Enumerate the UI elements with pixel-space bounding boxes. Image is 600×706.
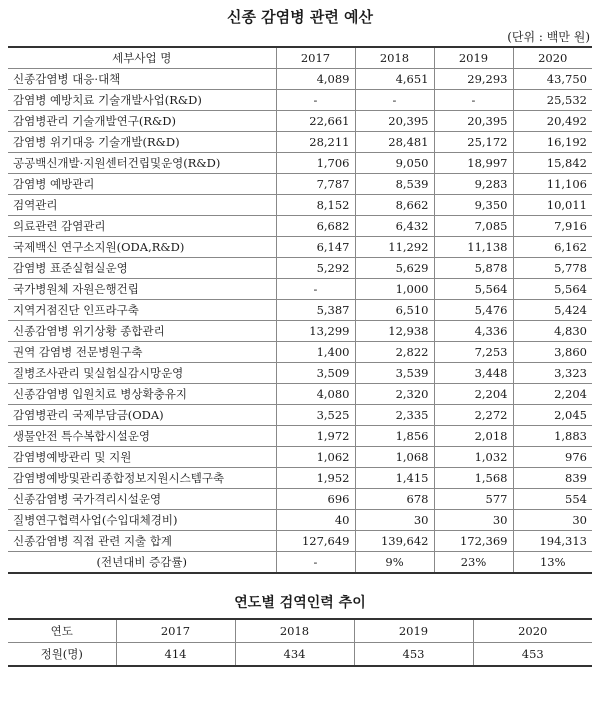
staff-header-year: 2018: [235, 619, 354, 643]
budget-value-cell: 3,525: [276, 405, 355, 426]
budget-value-cell: 5,387: [276, 300, 355, 321]
program-name-cell: 신종감염병 대응·대책: [8, 69, 276, 90]
total-value: 172,369: [434, 531, 513, 552]
staff-value: 453: [473, 643, 592, 667]
program-name-cell: 공공백신개발·지원센터건립및운영(R&D): [8, 153, 276, 174]
budget-value-cell: 28,481: [355, 132, 434, 153]
budget-value-cell: 976: [513, 447, 592, 468]
budget-value-cell: 43,750: [513, 69, 592, 90]
budget-value-cell: 30: [355, 510, 434, 531]
budget-value-cell: -: [434, 90, 513, 111]
table-row: [8, 489, 592, 510]
budget-value-cell: 30: [513, 510, 592, 531]
budget-value-cell: 30: [434, 510, 513, 531]
budget-value-cell: 3,448: [434, 363, 513, 384]
growth-value: 23%: [434, 552, 513, 574]
budget-value-cell: 839: [513, 468, 592, 489]
table-row: [8, 384, 592, 405]
budget-value-cell: -: [276, 279, 355, 300]
staff-data-row: [8, 643, 592, 667]
budget-value-cell: 7,253: [434, 342, 513, 363]
budget-value-cell: 8,662: [355, 195, 434, 216]
program-name-cell: 생물안전 특수복합시설운영: [8, 426, 276, 447]
staff-header-year: 2017: [116, 619, 235, 643]
table-row: [8, 447, 592, 468]
table-row: [8, 132, 592, 153]
budget-value-cell: 554: [513, 489, 592, 510]
program-name-cell: 감염병 표준실험실운영: [8, 258, 276, 279]
table-row: [8, 90, 592, 111]
budget-value-cell: 16,192: [513, 132, 592, 153]
budget-value-cell: 1,415: [355, 468, 434, 489]
program-name-cell: 감염병관리 국제부담금(ODA): [8, 405, 276, 426]
budget-value-cell: 4,336: [434, 321, 513, 342]
budget-value-cell: 3,509: [276, 363, 355, 384]
program-name-cell: 감염병예방관리 및 지원: [8, 447, 276, 468]
budget-value-cell: -: [355, 90, 434, 111]
table-row: [8, 216, 592, 237]
program-name-cell: 신종감염병 국가격리시설운영: [8, 489, 276, 510]
program-name-cell: 지역거점진단 인프라구축: [8, 300, 276, 321]
budget-value-cell: 6,510: [355, 300, 434, 321]
budget-value-cell: 25,172: [434, 132, 513, 153]
header-year: 2017: [276, 47, 355, 69]
header-year: 2020: [513, 47, 592, 69]
budget-value-cell: 9,050: [355, 153, 434, 174]
budget-value-cell: 5,564: [434, 279, 513, 300]
program-name-cell: 감염병관리 기술개발연구(R&D): [8, 111, 276, 132]
budget-value-cell: 1,952: [276, 468, 355, 489]
budget-value-cell: 2,320: [355, 384, 434, 405]
budget-value-cell: 7,787: [276, 174, 355, 195]
budget-value-cell: 3,539: [355, 363, 434, 384]
table-row: [8, 321, 592, 342]
budget-value-cell: 4,830: [513, 321, 592, 342]
budget-value-cell: 2,045: [513, 405, 592, 426]
budget-value-cell: 1,062: [276, 447, 355, 468]
budget-value-cell: 8,152: [276, 195, 355, 216]
growth-value: -: [276, 552, 355, 574]
table-row: [8, 69, 592, 90]
budget-value-cell: 577: [434, 489, 513, 510]
budget-value-cell: 25,532: [513, 90, 592, 111]
table-row: [8, 363, 592, 384]
budget-value-cell: 29,293: [434, 69, 513, 90]
budget-value-cell: 11,138: [434, 237, 513, 258]
staff-header-year: 2020: [473, 619, 592, 643]
budget-value-cell: 20,395: [434, 111, 513, 132]
budget-value-cell: 7,916: [513, 216, 592, 237]
budget-value-cell: 4,080: [276, 384, 355, 405]
budget-value-cell: 4,089: [276, 69, 355, 90]
total-label: 신종감염병 직접 관련 지출 합계: [8, 531, 276, 552]
program-name-cell: 질병연구협력사업(수입대체경비): [8, 510, 276, 531]
program-name-cell: 질병조사관리 및실험실감시망운영: [8, 363, 276, 384]
table-row: [8, 258, 592, 279]
header-year: 2019: [434, 47, 513, 69]
budget-value-cell: 1,032: [434, 447, 513, 468]
table-row: [8, 237, 592, 258]
budget-value-cell: 5,564: [513, 279, 592, 300]
budget-value-cell: 18,997: [434, 153, 513, 174]
table-row: [8, 426, 592, 447]
budget-title: 신종 감염병 관련 예산: [226, 8, 374, 26]
staff-value: 434: [235, 643, 354, 667]
program-name-cell: 감염병 예방치료 기술개발사업(R&D): [8, 90, 276, 111]
program-name-cell: 감염병 예방관리: [8, 174, 276, 195]
growth-row: [8, 552, 592, 574]
staff-header-year: 2019: [354, 619, 473, 643]
budget-value-cell: 11,106: [513, 174, 592, 195]
budget-value-cell: 3,860: [513, 342, 592, 363]
budget-value-cell: 28,211: [276, 132, 355, 153]
table-row: [8, 510, 592, 531]
staff-value: 453: [354, 643, 473, 667]
budget-value-cell: 2,204: [434, 384, 513, 405]
budget-value-cell: 1,883: [513, 426, 592, 447]
budget-value-cell: 696: [276, 489, 355, 510]
budget-value-cell: 40: [276, 510, 355, 531]
budget-value-cell: 5,778: [513, 258, 592, 279]
budget-value-cell: 5,292: [276, 258, 355, 279]
staff-header-label: 연도: [8, 619, 116, 643]
budget-value-cell: 3,323: [513, 363, 592, 384]
program-name-cell: 검역관리: [8, 195, 276, 216]
staff-title: 연도별 검역인력 추이: [234, 595, 366, 611]
budget-value-cell: 9,283: [434, 174, 513, 195]
budget-value-cell: 1,000: [355, 279, 434, 300]
program-name-cell: 신종감염병 입원치료 병상확충유지: [8, 384, 276, 405]
total-row: [8, 531, 592, 552]
table-row: [8, 153, 592, 174]
program-name-cell: 국제백신 연구소지원(ODA,R&D): [8, 237, 276, 258]
budget-value-cell: 5,424: [513, 300, 592, 321]
budget-value-cell: 6,147: [276, 237, 355, 258]
table-row: [8, 468, 592, 489]
budget-value-cell: 678: [355, 489, 434, 510]
budget-value-cell: 4,651: [355, 69, 434, 90]
growth-label: (전년대비 증감률): [8, 552, 276, 574]
program-name-cell: 신종감염병 위기상황 종합관리: [8, 321, 276, 342]
table-row: [8, 342, 592, 363]
budget-table: [8, 46, 592, 574]
table-row: [8, 279, 592, 300]
budget-value-cell: 1,068: [355, 447, 434, 468]
table-row: [8, 174, 592, 195]
table-row: [8, 405, 592, 426]
budget-value-cell: 6,162: [513, 237, 592, 258]
program-name-cell: 감염병예방및관리종합정보지원시스템구축: [8, 468, 276, 489]
budget-value-cell: 8,539: [355, 174, 434, 195]
staff-row-label: 정원(명): [8, 643, 116, 667]
budget-value-cell: 20,395: [355, 111, 434, 132]
budget-value-cell: 1,972: [276, 426, 355, 447]
budget-value-cell: 1,706: [276, 153, 355, 174]
budget-value-cell: 5,878: [434, 258, 513, 279]
budget-value-cell: 10,011: [513, 195, 592, 216]
program-name-cell: 권역 감염병 전문병원구축: [8, 342, 276, 363]
table-row: [8, 300, 592, 321]
budget-value-cell: 5,629: [355, 258, 434, 279]
budget-value-cell: 2,335: [355, 405, 434, 426]
total-value: 127,649: [276, 531, 355, 552]
budget-value-cell: 6,432: [355, 216, 434, 237]
budget-value-cell: 15,842: [513, 153, 592, 174]
budget-value-cell: 9,350: [434, 195, 513, 216]
table-header-row: [8, 47, 592, 69]
budget-value-cell: 1,400: [276, 342, 355, 363]
budget-value-cell: 7,085: [434, 216, 513, 237]
budget-value-cell: 11,292: [355, 237, 434, 258]
budget-value-cell: 5,476: [434, 300, 513, 321]
growth-value: 9%: [355, 552, 434, 574]
program-name-cell: 감염병 위기대응 기술개발(R&D): [8, 132, 276, 153]
header-year: 2018: [355, 47, 434, 69]
budget-value-cell: 12,938: [355, 321, 434, 342]
budget-value-cell: -: [276, 90, 355, 111]
budget-value-cell: 22,661: [276, 111, 355, 132]
total-value: 194,313: [513, 531, 592, 552]
staff-table: [8, 618, 592, 667]
program-name-cell: 국가병원체 자원은행건립: [8, 279, 276, 300]
budget-value-cell: 2,204: [513, 384, 592, 405]
budget-value-cell: 1,856: [355, 426, 434, 447]
table-row: [8, 111, 592, 132]
budget-value-cell: 1,568: [434, 468, 513, 489]
budget-body: [8, 69, 592, 531]
budget-value-cell: 13,299: [276, 321, 355, 342]
staff-value: 414: [116, 643, 235, 667]
total-value: 139,642: [355, 531, 434, 552]
growth-value: 13%: [513, 552, 592, 574]
program-name-cell: 의료관련 감염관리: [8, 216, 276, 237]
budget-value-cell: 2,272: [434, 405, 513, 426]
budget-value-cell: 6,682: [276, 216, 355, 237]
unit-label: (단위 : 백만 원): [507, 30, 590, 44]
budget-value-cell: 2,822: [355, 342, 434, 363]
budget-value-cell: 20,492: [513, 111, 592, 132]
header-program-name: 세부사업 명: [8, 47, 276, 69]
table-row: [8, 195, 592, 216]
staff-header-row: [8, 619, 592, 643]
budget-value-cell: 2,018: [434, 426, 513, 447]
